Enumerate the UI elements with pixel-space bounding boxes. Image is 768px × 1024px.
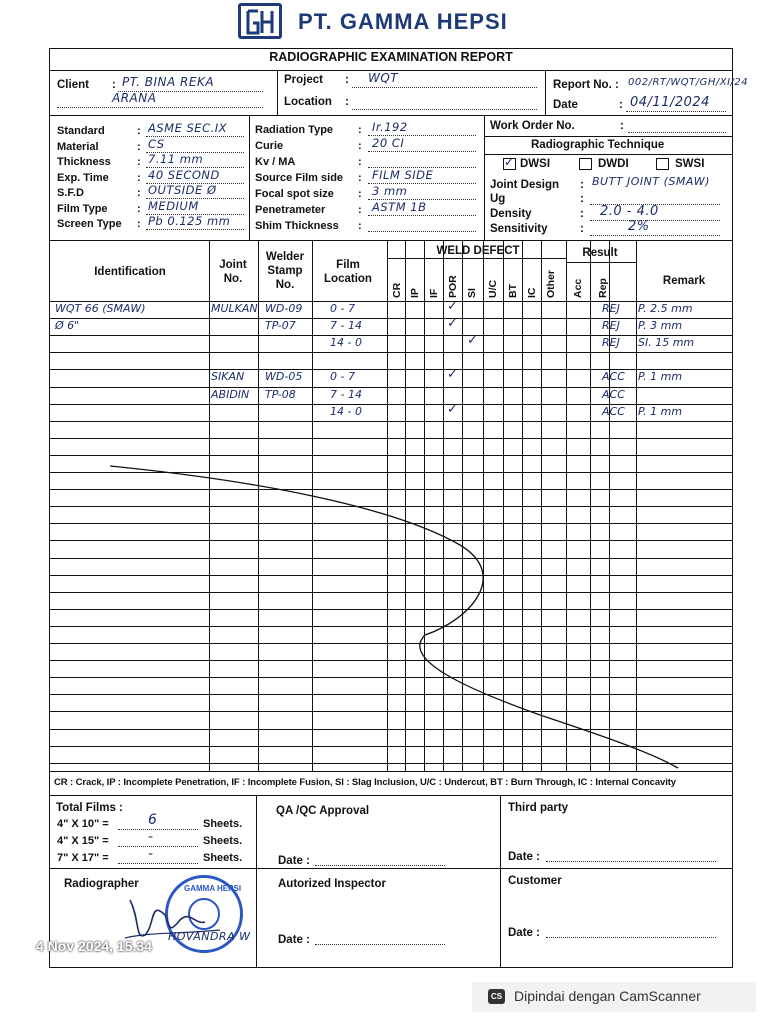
row-remark: P. 1 mm bbox=[638, 370, 683, 384]
row-result: ACC bbox=[602, 404, 625, 418]
detail-label: Film Type bbox=[57, 202, 108, 215]
colon: : bbox=[358, 124, 362, 136]
colon: : bbox=[345, 74, 349, 86]
inspector-label: Autorized Inspector bbox=[278, 878, 386, 890]
joint-no-header: Joint No. bbox=[219, 259, 247, 285]
colon: : bbox=[137, 171, 141, 184]
film-location-header: Film Location bbox=[324, 259, 372, 285]
colon: : bbox=[580, 193, 584, 205]
colon: : bbox=[112, 79, 116, 91]
defect-legend: CR : Crack, IP : Incomplete Penetration, IF : Incomplete Fusion, SI : Slag Inclusion, U/C : Undercut, BT : Burn Through, IC : Internal Concavity bbox=[54, 777, 676, 788]
third-party-label: Third party bbox=[508, 802, 569, 814]
detail-label: Penetrameter bbox=[255, 204, 326, 216]
detail-value: 7.11 mm bbox=[148, 152, 204, 166]
divider bbox=[49, 868, 733, 869]
colon: : bbox=[580, 223, 584, 235]
colon: : bbox=[137, 140, 141, 153]
film-size-label: 4" X 10" = bbox=[57, 818, 109, 830]
row-remark: P. 1 mm bbox=[638, 404, 683, 418]
colon: : bbox=[619, 99, 623, 111]
colon: : bbox=[358, 204, 362, 216]
swsi-label: SWSI bbox=[675, 158, 705, 170]
camscanner-icon: CS bbox=[488, 989, 505, 1004]
film-size-value: - bbox=[148, 846, 154, 862]
detail-value: 3 mm bbox=[372, 184, 408, 198]
date-value: 04/11/2024 bbox=[630, 95, 710, 110]
defect-col-si: SI bbox=[466, 288, 478, 298]
result-header: Result bbox=[582, 247, 618, 259]
defect-col-bt: BT bbox=[507, 284, 519, 298]
date-label: Date bbox=[553, 99, 578, 111]
detail-label: Kv / MA bbox=[255, 156, 296, 168]
inspector-date-dots bbox=[315, 944, 445, 945]
detail-label: Screen Type bbox=[57, 218, 122, 230]
row-result: REJ bbox=[602, 336, 620, 350]
film-size-value: - bbox=[148, 829, 154, 845]
detail-value: ASTM 1B bbox=[372, 200, 427, 214]
defect-col-uc: U/C bbox=[487, 279, 499, 298]
ug-label: Ug bbox=[490, 193, 506, 205]
third-party-date-dots bbox=[546, 861, 716, 862]
row-film-location: 14 - 0 bbox=[330, 404, 362, 418]
detail-label: S.F.D bbox=[57, 187, 84, 199]
detail-value: Ir.192 bbox=[372, 120, 408, 134]
scan-timestamp: 4 Nov 2024, 15.34 bbox=[36, 938, 152, 954]
colon: : bbox=[137, 218, 141, 230]
customer-date-dots bbox=[546, 937, 716, 938]
row-remark: P. 3 mm bbox=[638, 319, 683, 333]
row-result: ACC bbox=[602, 387, 625, 401]
detail-label: Radiation Type bbox=[255, 124, 334, 136]
detail-label: Focal spot size bbox=[255, 188, 334, 200]
defect-col-cr: CR bbox=[391, 282, 403, 298]
film-size-label: 7" X 17" = bbox=[57, 852, 109, 864]
project-value: WQT bbox=[368, 71, 399, 85]
colon: : bbox=[345, 96, 349, 108]
row-identification: WQT 66 (SMAW) bbox=[55, 302, 146, 315]
detail-value: OUTSIDE Ø bbox=[148, 183, 217, 197]
defect-check-mark: ✓ bbox=[447, 366, 458, 382]
row-remark: P. 2.5 mm bbox=[638, 302, 693, 315]
detail-label: Source Film side bbox=[255, 172, 344, 184]
detail-value: MEDIUM bbox=[148, 198, 199, 213]
row-welder-stamp: WD-05 bbox=[265, 370, 303, 384]
report-no-value: 002/RT/WQT/GH/XI/24 bbox=[628, 77, 749, 88]
dwsi-label: DWSI bbox=[520, 158, 551, 170]
joint-design-value: BUTT JOINT (SMAW) bbox=[592, 175, 710, 188]
row-film-location: 7 - 14 bbox=[330, 387, 362, 401]
colon: : bbox=[620, 120, 624, 132]
identification-header: Identification bbox=[94, 266, 166, 278]
qa-date-label: Date : bbox=[278, 855, 310, 867]
detail-label: Material bbox=[57, 140, 99, 153]
detail-label: Thickness bbox=[57, 156, 111, 168]
row-film-location: 7 - 14 bbox=[330, 319, 362, 333]
density-label: Density bbox=[490, 208, 532, 220]
divider bbox=[49, 795, 733, 796]
stamp-text: GAMMA HEPSI bbox=[184, 884, 242, 893]
detail-label: Standard bbox=[57, 125, 105, 137]
colon: : bbox=[137, 187, 141, 199]
detail-label: Curie bbox=[255, 140, 284, 152]
client-value: PT. BINA REKA bbox=[122, 75, 215, 89]
weld-defect-header: WELD DEFECT bbox=[436, 245, 520, 257]
row-film-location: 14 - 0 bbox=[330, 336, 362, 350]
welder-stamp-header: Welder Stamp No. bbox=[265, 251, 305, 291]
row-welder-stamp: TP-07 bbox=[265, 319, 296, 333]
row-welder-stamp: WD-09 bbox=[265, 302, 303, 315]
dwdi-label: DWDI bbox=[598, 158, 629, 170]
report-title: RADIOGRAPHIC EXAMINATION REPORT bbox=[269, 50, 513, 64]
colon: : bbox=[358, 140, 362, 152]
sensitivity-value: 2% bbox=[628, 219, 650, 234]
result-col-rep: Rep bbox=[597, 278, 609, 298]
detail-value: Pb 0.125 mm bbox=[148, 214, 231, 228]
joint-design-label: Joint Design bbox=[490, 179, 560, 191]
film-size-dots bbox=[118, 863, 198, 864]
colon: : bbox=[358, 188, 362, 200]
film-size-dots bbox=[118, 829, 198, 830]
row-identification: Ø 6" bbox=[55, 319, 80, 333]
third-party-date-label: Date : bbox=[508, 851, 540, 863]
row-result: REJ bbox=[602, 302, 620, 315]
film-size-unit: Sheets. bbox=[203, 835, 243, 847]
defect-col-other: Other bbox=[545, 269, 557, 298]
divider bbox=[500, 795, 501, 968]
film-size-unit: Sheets. bbox=[203, 852, 243, 864]
row-joint: MULKAN bbox=[211, 302, 258, 315]
detail-label: Shim Thickness bbox=[255, 220, 339, 232]
radiographer-label: Radiographer bbox=[64, 878, 139, 890]
colon: : bbox=[580, 179, 584, 191]
colon: : bbox=[358, 220, 362, 232]
row-film-location: 0 - 7 bbox=[330, 370, 355, 384]
result-col-acc: Acc bbox=[572, 278, 584, 298]
client-value-2: ARANA bbox=[112, 91, 157, 105]
detail-value: 40 SECOND bbox=[148, 167, 220, 182]
radiographer-name: HOVANDRA W bbox=[168, 930, 251, 943]
qa-date-dots bbox=[315, 865, 445, 866]
row-joint: SIKAN bbox=[211, 370, 245, 384]
technique-title: Radiographic Technique bbox=[531, 139, 665, 151]
customer-label: Customer bbox=[508, 875, 562, 887]
customer-date-label: Date : bbox=[508, 927, 540, 939]
defect-col-por: POR bbox=[447, 275, 459, 298]
row-result: REJ bbox=[602, 319, 620, 333]
colon: : bbox=[137, 156, 141, 168]
defect-col-ic: IC bbox=[526, 287, 538, 298]
detail-label: Exp. Time bbox=[57, 171, 109, 184]
detail-value: FILM SIDE bbox=[372, 168, 434, 182]
colon: : bbox=[137, 125, 141, 137]
defect-col-if: IF bbox=[428, 288, 440, 298]
location-label: Location bbox=[284, 96, 332, 108]
row-joint: ABIDIN bbox=[211, 387, 250, 401]
row-result: ACC bbox=[602, 370, 625, 384]
camscanner-badge bbox=[472, 982, 756, 1012]
defect-check-mark: ✓ bbox=[447, 298, 458, 313]
client-label: Client bbox=[57, 79, 89, 91]
row-remark: SI. 15 mm bbox=[638, 336, 695, 350]
colon: : bbox=[580, 208, 584, 220]
row-welder-stamp: TP-08 bbox=[265, 387, 296, 401]
detail-value: CS bbox=[148, 136, 165, 151]
project-label: Project bbox=[284, 74, 323, 86]
work-order-label: Work Order No. bbox=[490, 120, 575, 132]
total-films-label: Total Films : bbox=[56, 802, 123, 814]
report-no-label: Report No. : bbox=[553, 79, 619, 91]
film-size-value: 6 bbox=[148, 812, 158, 828]
defect-check-mark: ✓ bbox=[447, 315, 458, 331]
colon: : bbox=[358, 156, 362, 168]
row-film-location: 0 - 7 bbox=[330, 302, 355, 315]
film-size-label: 4" X 15" = bbox=[57, 835, 109, 847]
inspector-date-label: Date : bbox=[278, 934, 310, 946]
defect-check-mark: ✓ bbox=[467, 332, 478, 348]
film-size-dots bbox=[118, 846, 198, 847]
remark-header: Remark bbox=[662, 275, 706, 287]
divider bbox=[256, 795, 257, 968]
density-value: 2.0 - 4.0 bbox=[600, 204, 659, 219]
camscanner-text: Dipindai dengan CamScanner bbox=[514, 988, 701, 1004]
defect-check-mark: ✓ bbox=[447, 400, 458, 416]
colon: : bbox=[358, 172, 362, 184]
colon: : bbox=[137, 202, 141, 215]
detail-value: 20 CI bbox=[372, 136, 405, 150]
detail-value: ASME SEC.IX bbox=[148, 121, 228, 135]
company-name: PT. GAMMA HEPSI bbox=[298, 9, 508, 34]
sensitivity-label: Sensitivity bbox=[490, 223, 548, 235]
qa-qc-label: QA /QC Approval bbox=[276, 805, 370, 817]
film-size-unit: Sheets. bbox=[203, 818, 243, 830]
defect-col-ip: IP bbox=[409, 288, 421, 298]
